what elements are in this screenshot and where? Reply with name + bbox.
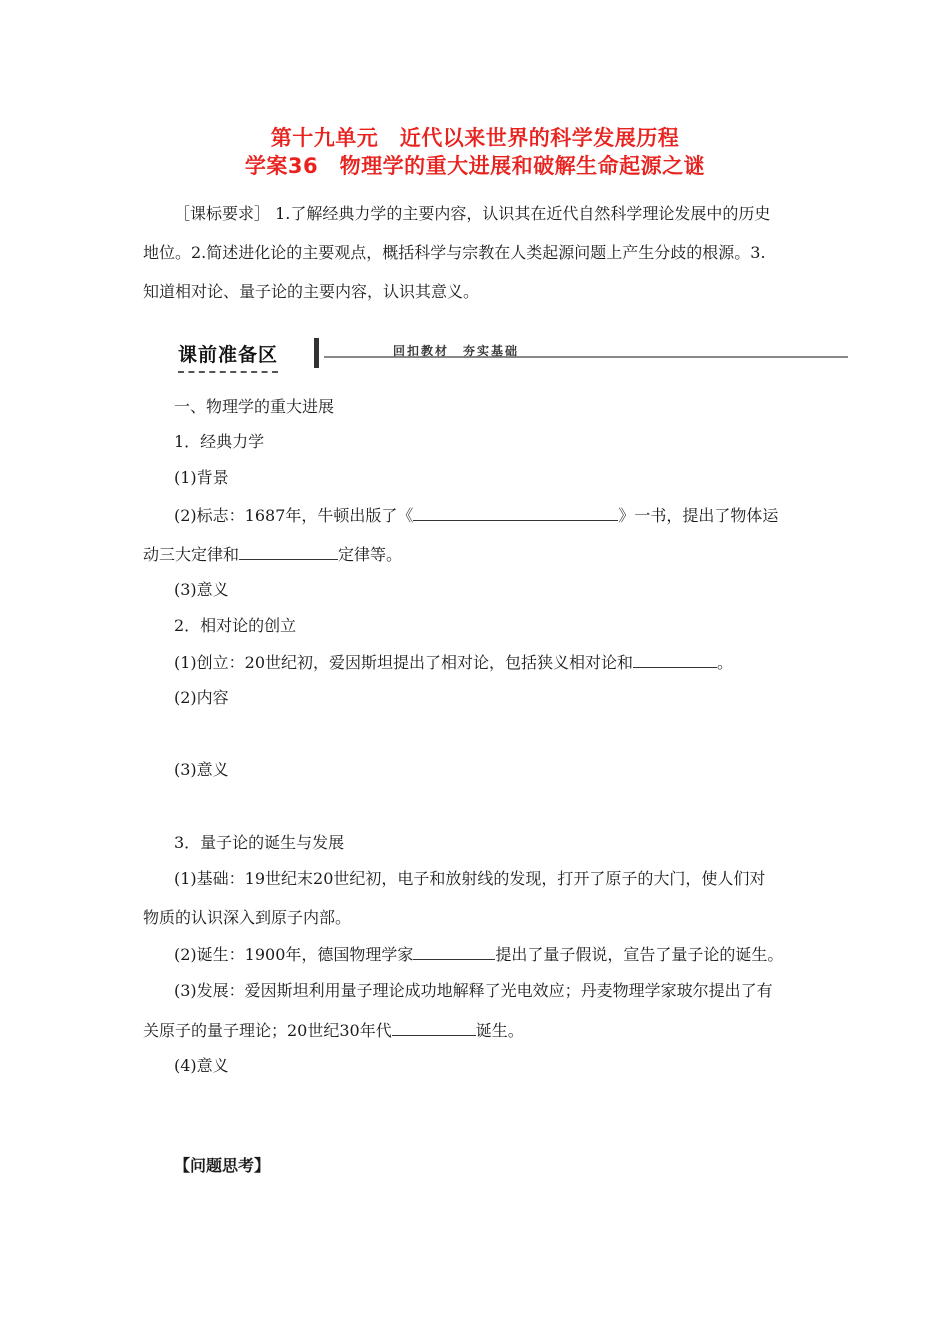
text-fragment: 》一书，提出了物体运 — [618, 506, 779, 525]
quantum-basis-line-1: (1)基础：19世纪末20世纪初，电子和放射线的发现，打开了原子的大门，使人们对 — [174, 869, 766, 888]
fill-blank-book-title[interactable] — [413, 505, 618, 521]
quantum-basis-line-2: 物质的认识深入到原子内部。 — [143, 908, 352, 927]
section-banner — [178, 336, 848, 376]
unit-title: 第十九单元 近代以来世界的科学发展历程 — [270, 126, 680, 150]
mechanics-heading: 1．经典力学 — [174, 432, 265, 451]
banner-divider — [314, 338, 319, 368]
fill-blank-general-relativity[interactable] — [633, 652, 717, 668]
text-fragment: 动三大定律和 — [143, 545, 240, 564]
fill-blank-physicist[interactable] — [413, 944, 495, 960]
lesson-title: 学案36 物理学的重大进展和破解生命起源之谜 — [244, 154, 706, 178]
text-fragment: (2)诞生：1900年，德国物理学家 — [174, 945, 414, 964]
banner-subtitle: 回扣教材 夯实基础 — [393, 344, 520, 358]
banner-label: 课前准备区 — [178, 340, 278, 373]
text-fragment: 关原子的量子理论；20世纪30年代 — [143, 1021, 392, 1040]
relativity-significance: (3)意义 — [174, 760, 229, 779]
relativity-content: (2)内容 — [174, 688, 229, 707]
quantum-birth-line — [174, 944, 783, 965]
thinking-label: 【问题思考】 — [174, 1156, 271, 1175]
quantum-dev-line-2 — [143, 1020, 524, 1041]
fill-blank-law[interactable] — [239, 544, 338, 560]
section-heading: 一、物理学的重大进展 — [174, 397, 335, 416]
mechanics-significance: (3)意义 — [174, 580, 229, 599]
requirements-line-1: ［课标要求］ 1.了解经典力学的主要内容，认识其在近代自然科学理论发展中的历史 — [174, 204, 771, 223]
requirements-line-3: 知道相对论、量子论的主要内容，认识其意义。 — [143, 282, 480, 301]
text-fragment: 诞生。 — [475, 1021, 524, 1040]
quantum-dev-line-1: (3)发展：爱因斯坦利用量子理论成功地解释了光电效应；丹麦物理学家玻尔提出了有 — [174, 981, 773, 1000]
mechanics-symbol-line — [174, 505, 778, 526]
requirements-line-2: 地位。2.简述进化论的主要观点，概括科学与宗教在人类起源问题上产生分歧的根源。3. — [143, 243, 766, 262]
text-fragment: 定律等。 — [338, 545, 403, 564]
text-fragment: 。 — [717, 653, 734, 672]
mechanics-symbol-line-2 — [143, 544, 402, 565]
quantum-heading: 3．量子论的诞生与发展 — [174, 833, 345, 852]
quantum-significance: (4)意义 — [174, 1056, 229, 1075]
relativity-heading: 2．相对论的创立 — [174, 616, 297, 635]
text-fragment: (1)创立：20世纪初，爱因斯坦提出了相对论，包括狭义相对论和 — [174, 653, 634, 672]
text-fragment: 提出了量子假说，宣告了量子论的诞生。 — [495, 945, 784, 964]
relativity-founding-line — [174, 652, 733, 673]
text-fragment: (2)标志：1687年，牛顿出版了《 — [174, 506, 414, 525]
fill-blank-quantum-mechanics[interactable] — [392, 1020, 476, 1036]
mechanics-background: (1)背景 — [174, 468, 229, 487]
